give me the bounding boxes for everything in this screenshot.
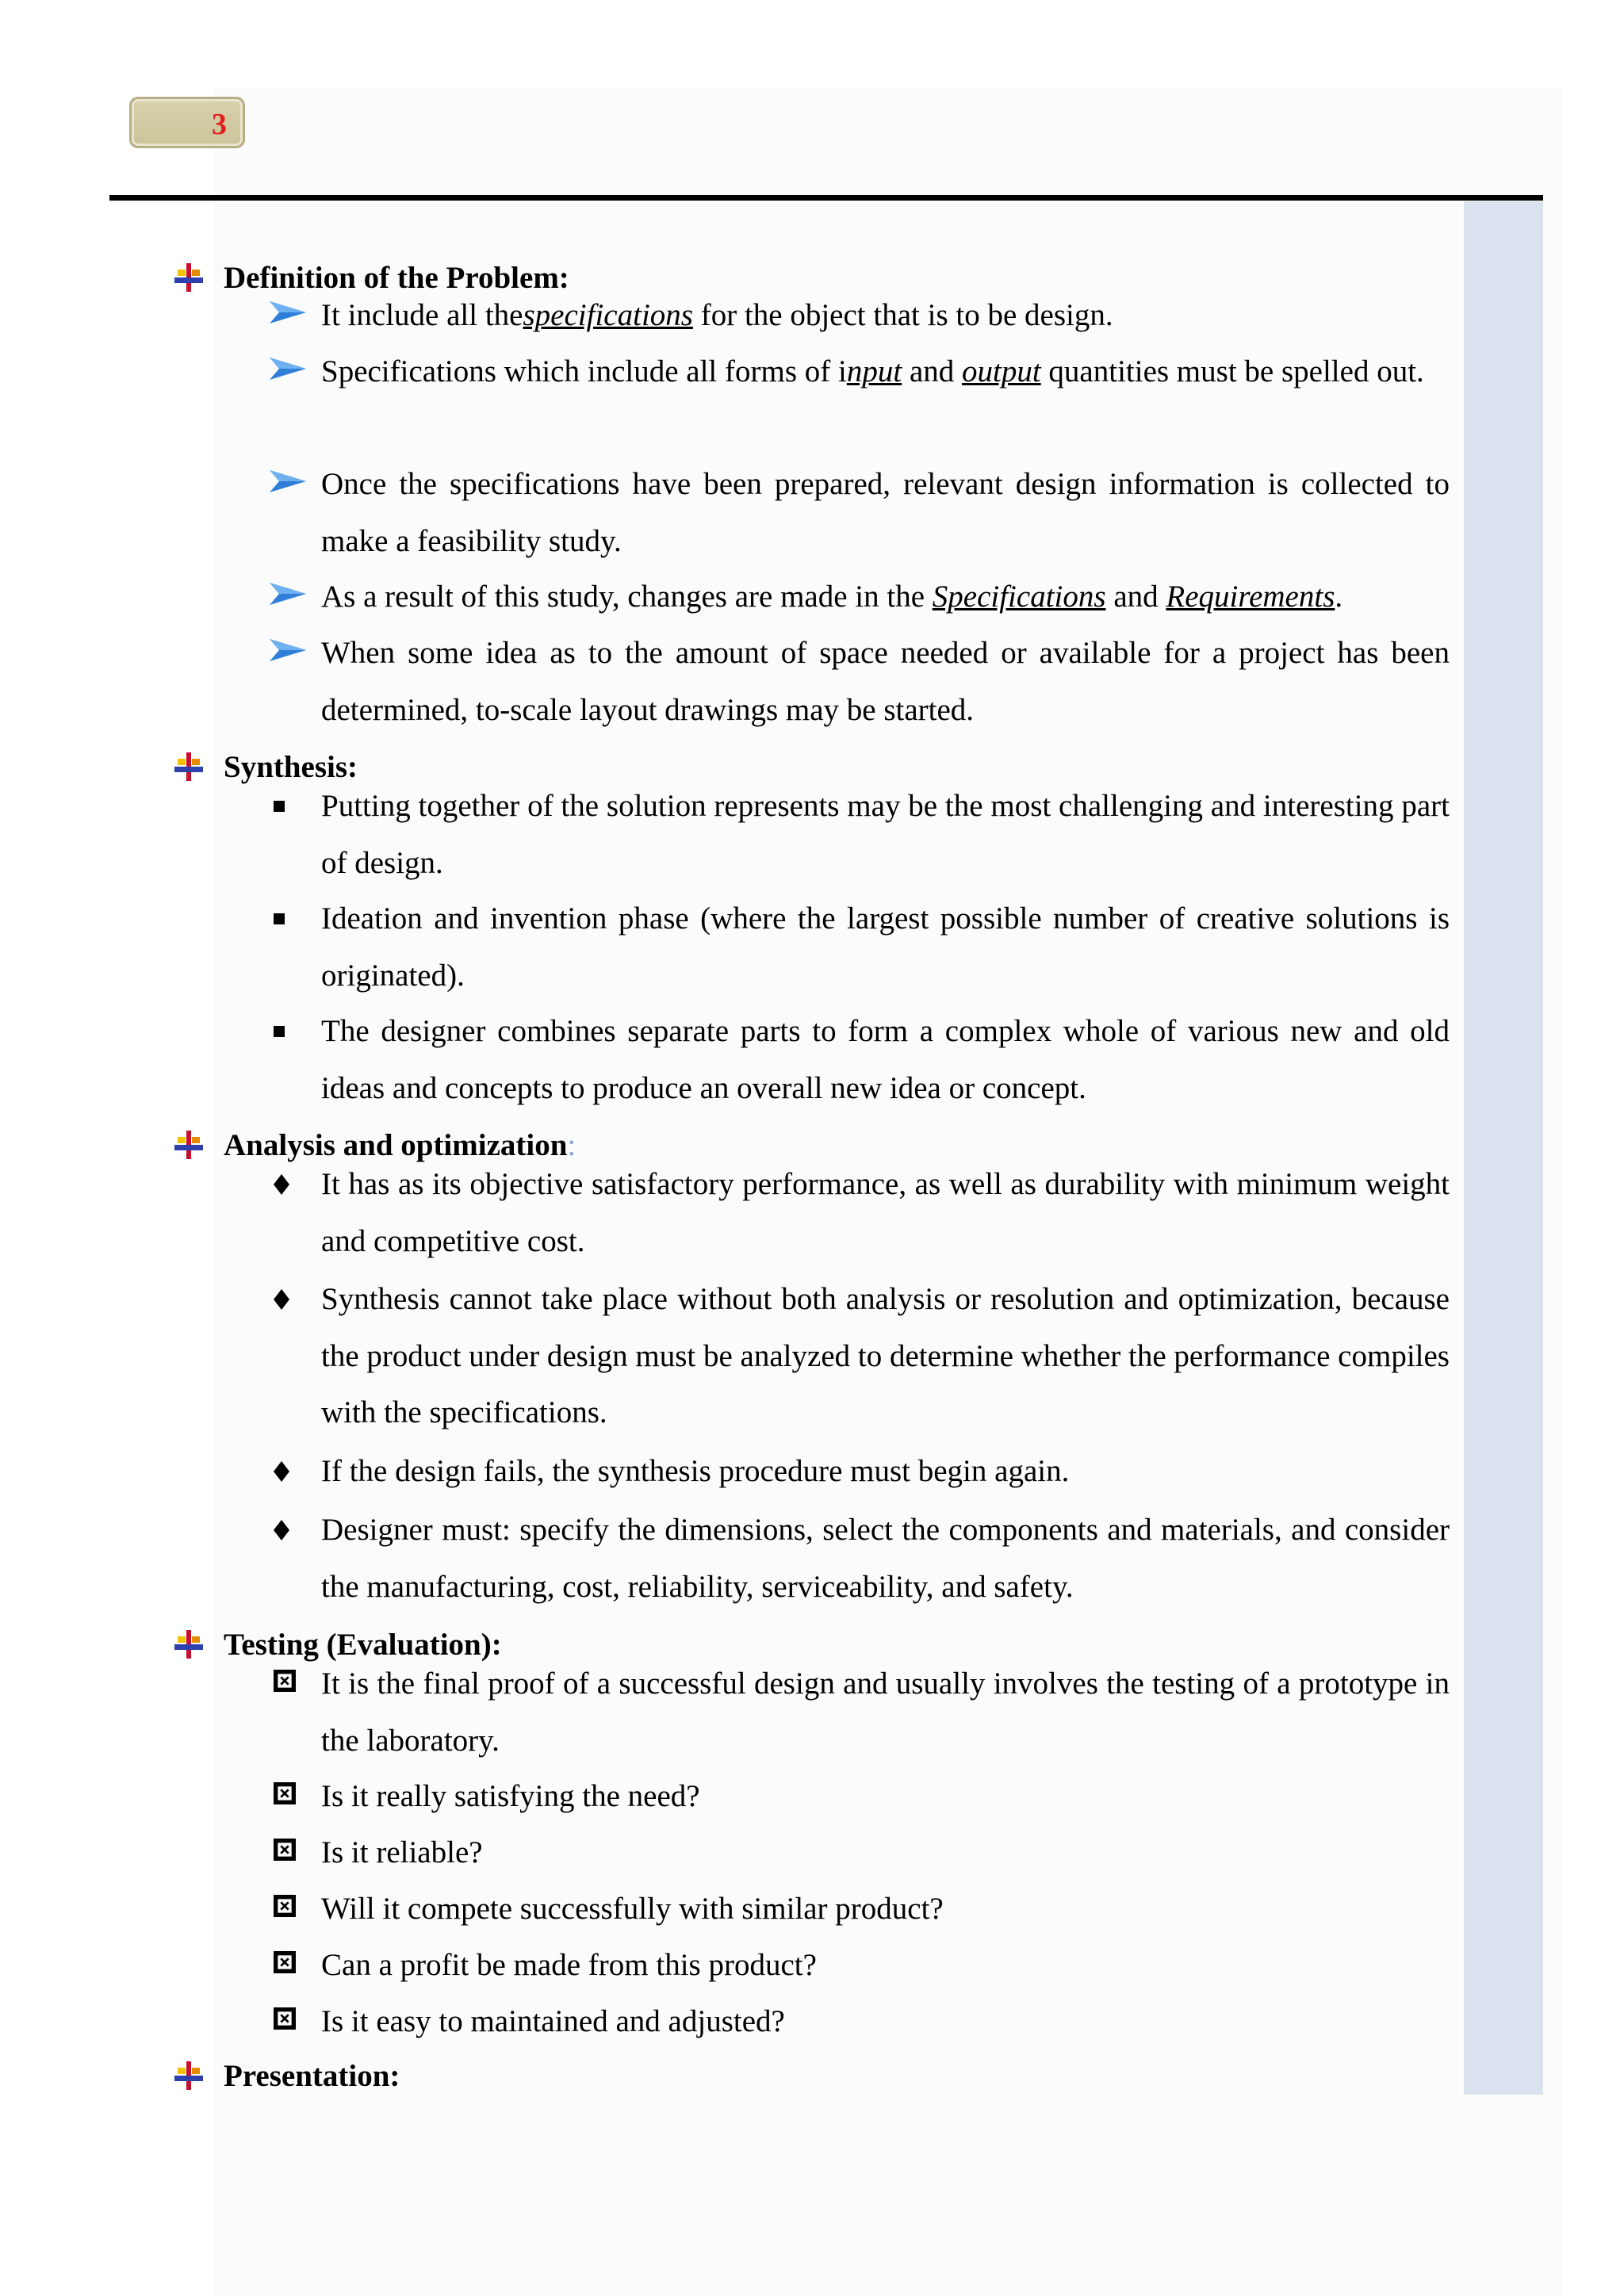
diamond-bullet — [274, 1520, 289, 1540]
checkbox-x-icon — [274, 1951, 296, 1973]
list-item: If the design fails, the synthesis procedure must begin again. — [321, 1454, 1070, 1488]
list-item: Will it compete successfully with similar product? — [321, 1892, 944, 1926]
section-bullet-icon — [173, 1129, 205, 1161]
list-item: When some idea as to the amount of space needed or available for a project has been determined, to-scale layout drawings may be started. — [321, 636, 1450, 727]
checkbox-x-icon — [274, 1895, 296, 1917]
section-bullet-icon — [173, 2060, 205, 2091]
square-bullet — [274, 1026, 285, 1037]
section-bullet-icon — [173, 262, 205, 293]
arrow-bullet-icon — [270, 637, 306, 663]
arrow-bullet-icon — [270, 356, 306, 381]
list-item: Can a profit be made from this product? — [321, 1948, 817, 1982]
checkbox-x-icon — [274, 1782, 296, 1804]
section-title-presentation: Presentation: — [224, 2059, 400, 2093]
checkbox-x-icon — [274, 1670, 296, 1692]
square-bullet — [274, 801, 285, 812]
list-item: The designer combines separate parts to form a complex whole of various new and old ideas and concepts to produce an overall new idea or concept. — [321, 1014, 1450, 1105]
list-item: As a result of this study, changes are made in the Specifications and Requirements. — [321, 580, 1343, 614]
arrow-bullet-icon — [270, 469, 306, 494]
list-item: Designer must: specify the dimensions, select the components and materials, and consider the manufacturing, cost, reliability, serviceability, and safety. — [321, 1513, 1450, 1604]
diamond-bullet — [274, 1461, 289, 1482]
list-item: Ideation and invention phase (where the largest possible number of creative solutions is originated). — [321, 901, 1450, 993]
list-item: Specifications which include all forms of input and output quantities must be spelled out. — [321, 354, 1424, 388]
list-item: Is it easy to maintained and adjusted? — [321, 2004, 785, 2038]
page-number: 3 — [212, 108, 227, 141]
list-item: Once the specifications have been prepared, relevant design information is collected to make a feasibility study. — [321, 467, 1450, 558]
list-item: It is the final proof of a successful design and usually involves the testing of a prototype in the laboratory. — [321, 1667, 1450, 1758]
section-title-synthesis: Synthesis: — [224, 750, 358, 784]
checkbox-x-icon — [274, 2007, 296, 2030]
list-item: Putting together of the solution represents may be the most challenging and interesting part of design. — [321, 789, 1450, 880]
section-bullet-icon — [173, 1628, 205, 1660]
list-item: Is it reliable? — [321, 1835, 483, 1869]
section-title-definition: Definition of the Problem: — [224, 261, 569, 295]
arrow-bullet-icon — [270, 300, 306, 325]
section-bullet-icon — [173, 751, 205, 783]
square-bullet — [274, 913, 285, 924]
arrow-bullet-icon — [270, 581, 306, 607]
list-item: Is it really satisfying the need? — [321, 1779, 700, 1813]
section-title-testing: Testing (Evaluation): — [224, 1628, 502, 1662]
section-title-analysis: Analysis and optimization: — [224, 1128, 576, 1162]
diamond-bullet — [274, 1289, 289, 1310]
checkbox-x-icon — [274, 1839, 296, 1861]
list-item: It include all thespecifications for the object that is to be design. — [321, 298, 1113, 332]
list-item: It has as its objective satisfactory performance, as well as durability with minimum weight and competitive cost. — [321, 1167, 1450, 1258]
diamond-bullet — [274, 1174, 289, 1195]
list-item: Synthesis cannot take place without both analysis or resolution and optimization, because the product under design must be analyzed to determine whether the performance compiles with the specifications. — [321, 1282, 1450, 1429]
